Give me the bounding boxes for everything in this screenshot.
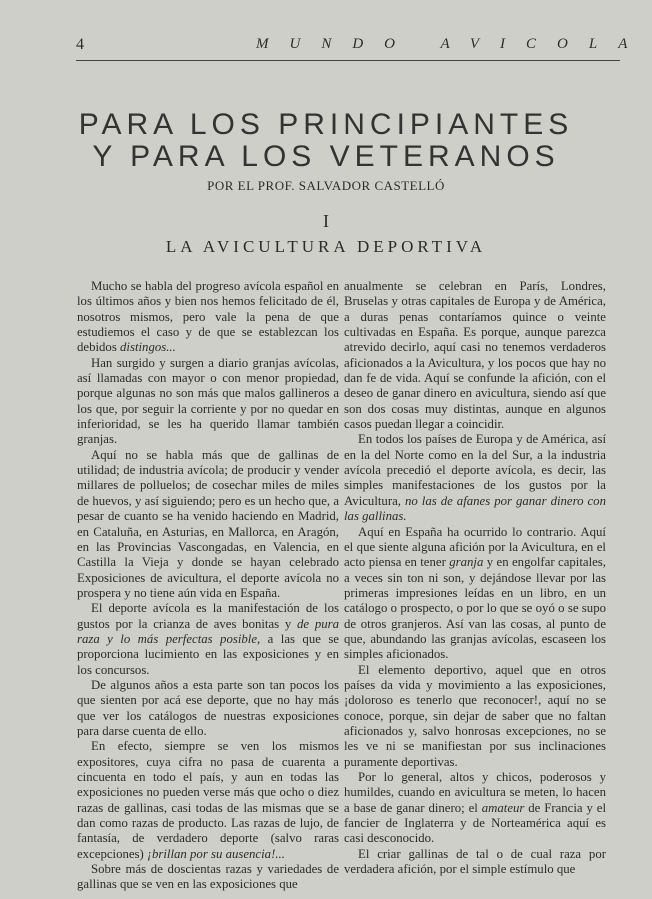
paragraph: De algunos años a esta parte son tan pocos los que sienten por acá ese deporte, que no hay más que ver los catálogos de nuestras exposiciones para darse cuenta de ello. [77,677,339,738]
article-title-line-2: Y PARA LOS VETERANOS [92,140,560,173]
page-number: 4 [76,36,84,53]
section-number: I [323,211,329,231]
paragraph: Aquí no se habla más que de gallinas de utilidad; de industria avícola; de producir y vender millares de polluelos; de cosechar miles de miles de huevos, y así siguiendo; pero es un hecho que, a pesar de cuanto se ha venido haciendo en Madrid, en Cataluña, en Asturias, en Mallorca, en Aragón, en las Provincias Vascongadas, en Valencia, en Castilla la Vieja y donde se hayan celebrado Exposiciones de avicultura, el deporte avícola no prospera y no tiene aún vida en España. [77,447,339,600]
paragraph: Aquí en España ha ocurrido lo contrario. Aquí el que siente alguna afición por la Avicultura, en el acto piensa en tener granja y en engolfar capitales, a veces sin ton ni son, y dejándose llevar por las primeras impresiones leídas en un libro, en un catálogo o prospecto, o por lo que se oyó o se supo de otros granjeros. Así van las cosas, al punto de que, abundando las granjas avícolas, escaseen los simples aficionados. [344,524,606,662]
paragraph: Por lo general, altos y chicos, poderosos y humildes, cuando en avicultura se meten, lo hacen a base de ganar dinero; el amateur de Francia y el fancier de Inglaterra y de Norteamérica aquí es casi desconocido. [344,770,606,846]
left-column [77,279,339,893]
right-column [344,279,606,877]
paragraph: anualmente se celebran en París, Londres, Bruselas y otras capitales de Europa y de América, a duras penas contaríamos quince o veinte cultivadas en España. Es porque, aunque parezca atrevido decirlo, aquí casi no tenemos verdaderos aficionados a la Avicultura, y los pocos que hay no dan fe de vida. Aquí se confunde la afición, con el deseo de ganar dinero en avicultura, siendo así que son dos cosas muy distintas, aunque en algunos casos puedan llegar a coincidir. [344,279,606,432]
paragraph: El elemento deportivo, aquel que en otros países da vida y movimiento a las exposiciones, ¡doloroso es tenerlo que reconocer!, aquí no se conoce, porque, sin dejar de saber que no faltan aficionados y, salvo honrosas excepciones, no se les ve ni se manifiestan por sus inclinaciones puramente deportivas. [344,662,606,769]
article-title-line-1: PARA LOS PRINCIPIANTES [78,108,574,141]
paragraph: El criar gallinas de tal o de cual raza por verdadera afición, por el simple estímulo que [344,846,606,877]
paragraph: Han surgido y surgen a diario granjas avícolas, así llamadas con mayor o con menor propiedad, porque algunas no son más que malos gallineros a los que, por seguir la corriente y por no quedar en inferioridad, se les ha querido llamar también granjas. [77,355,339,447]
paragraph: Sobre más de doscientas razas y variedades de gallinas que se ven en las exposiciones que [77,862,339,892]
running-head [76,36,649,56]
byline: POR EL PROF. SALVADOR CASTELLÓ [207,178,445,193]
paragraph: En efecto, siempre se ven los mismos expositores, cuya cifra no pasa de cuarenta a cincuenta en todo el país, y aun en todas las exposiciones no pueden verse más que ocho o diez razas de gallinas, casi todas de las mismas que se dan como razas de producto. Las razas de lujo, de fantasía, de verdadero deporte (salvo raras excepciones) ¡brillan por su ausencia!... [77,739,339,861]
paragraph: En todos los países de Europa y de América, así en la del Norte como en la del Sur, a la industria avícola precedió el deporte avícola, es decir, las simples manifestaciones de los gustos por la Avicultura, no las de afanes por ganar dinero con las gallinas. [344,432,606,524]
section-title: LA AVICULTURA DEPORTIVA [165,237,487,256]
paragraph: Mucho se habla del progreso avícola español en los últimos años y bien nos hemos felicitado de él, nosotros mismos, pero vale la pena de que estudiemos el caso y de que se establezcan los debidos distingos... [77,279,339,355]
header-rule [76,60,620,61]
journal-title: MUNDO AVICOLA [256,36,649,52]
paragraph: El deporte avícola es la manifestación de los gustos por la crianza de aves bonitas y de pura raza y lo más perfectas posible, a las que se proporciona lucimiento en las exposiciones y en los concursos. [77,601,340,677]
